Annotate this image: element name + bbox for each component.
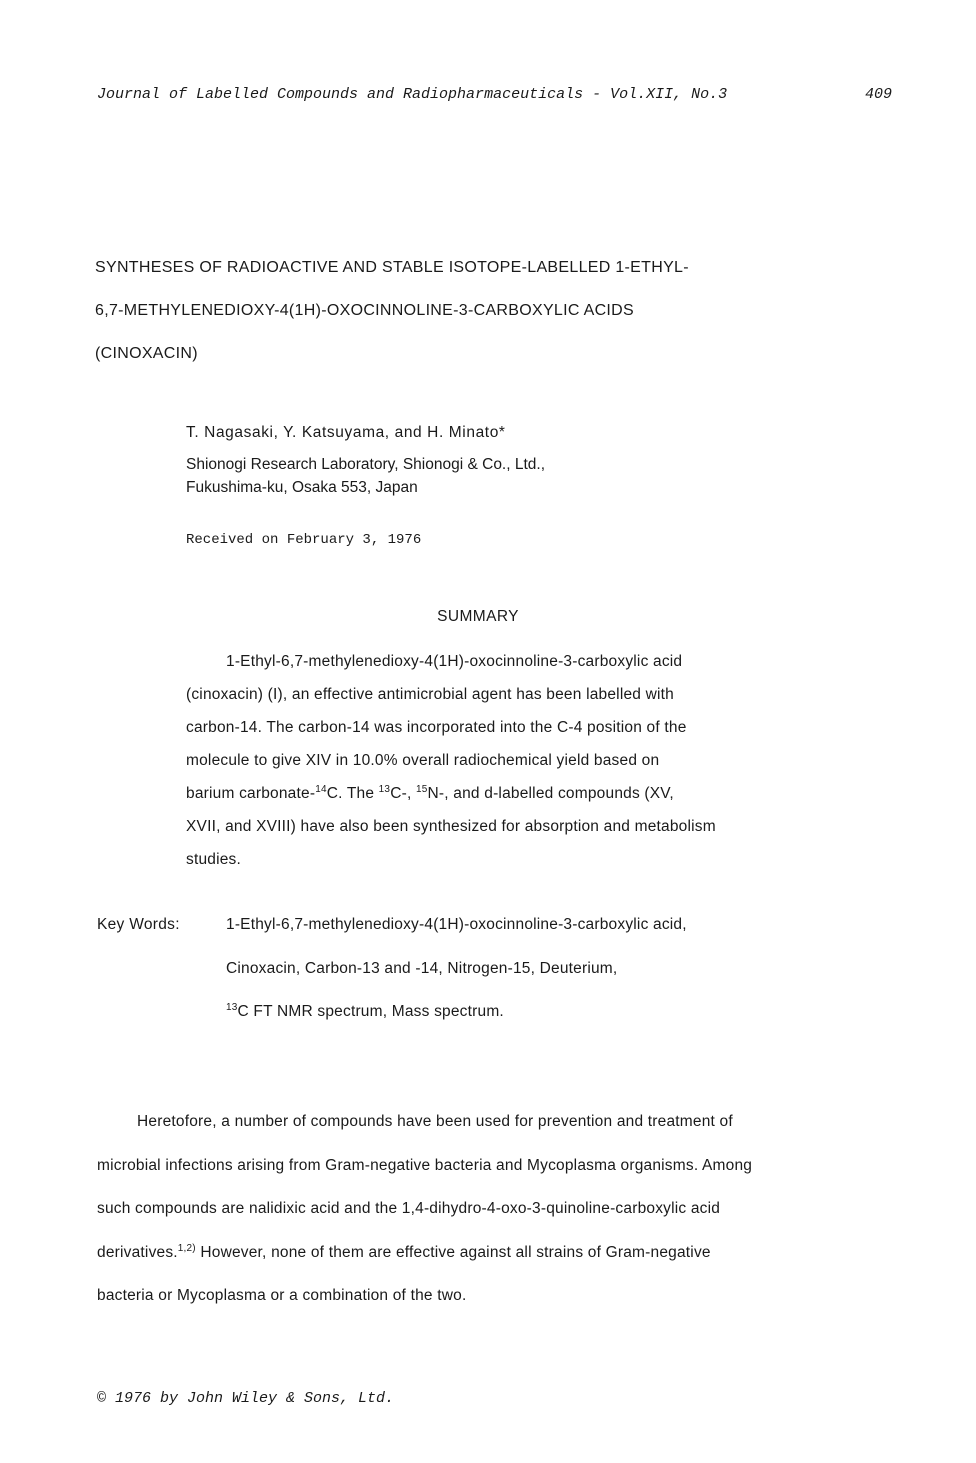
article-title-line-1: SYNTHESES OF RADIOACTIVE AND STABLE ISOTOPE-LABELLED 1-ETHYL- — [95, 259, 689, 276]
running-header — [97, 86, 892, 110]
summary-line: barium carbonate-$^{14}$C. The $^{13}$C-, $^{15}$N-, and d-labelled compounds (XV, — [186, 783, 674, 802]
body-line: microbial infections arising from Gram-negative bacteria and Mycoplasma organisms. Among — [97, 1157, 753, 1174]
article-title-line-3: (CINOXACIN) — [95, 345, 198, 362]
summary-line: (cinoxacin) (I), an effective antimicrobial agent has been labelled with — [186, 686, 674, 703]
keywords-label: Key Words: — [97, 916, 180, 933]
summary-line: studies. — [186, 851, 242, 868]
superscript: 14 — [315, 783, 327, 795]
summary-line: molecule to give XIV in 10.0% overall radiochemical yield based on — [186, 752, 660, 769]
copyright-footer: © 1976 by John Wiley & Sons, Ltd. — [97, 1390, 395, 1407]
body-line: bacteria or Mycoplasma or a combination of the two. — [97, 1287, 467, 1304]
affiliation-line-2: Fukushima-ku, Osaka 553, Japan — [186, 479, 418, 496]
summary-heading: SUMMARY — [437, 608, 519, 625]
superscript: 15 — [415, 783, 428, 795]
summary-line: carbon-14. The carbon-14 was incorporated into the C-4 position of the — [186, 719, 687, 736]
journal-title: Journal of Labelled Compounds and Radiopharmaceuticals - Vol.XII, No.3 — [97, 86, 728, 103]
reference-superscript: 1,2) — [177, 1242, 196, 1254]
summary-line: 1-Ethyl-6,7-methylenedioxy-4(1H)-oxocinnoline-3-carboxylic acid — [226, 653, 683, 670]
authors: T. Nagasaki, Y. Katsuyama, and H. Minato* — [186, 424, 506, 441]
affiliation-line-1: Shionogi Research Laboratory, Shionogi & Co., Ltd., — [186, 456, 546, 473]
keywords-line-2: Cinoxacin, Carbon-13 and -14, Nitrogen-15, Deuterium, — [226, 960, 618, 977]
body-line: Heretofore, a number of compounds have been used for prevention and treatment of — [137, 1113, 733, 1130]
article-title-line-2: 6,7-METHYLENEDIOXY-4(1H)-OXOCINNOLINE-3-CARBOXYLIC ACIDS — [95, 302, 634, 319]
keywords-line-1: 1-Ethyl-6,7-methylenedioxy-4(1H)-oxocinnoline-3-carboxylic acid, — [226, 916, 687, 933]
keywords-line-3: $^{13}$C FT NMR spectrum, Mass spectrum. — [226, 1001, 504, 1020]
body-line: such compounds are nalidixic acid and the 1,4-dihydro-4-oxo-3-quinoline-carboxylic acid — [97, 1200, 721, 1217]
summary-line: XVII, and XVIII) have also been synthesized for absorption and metabolism — [186, 818, 716, 835]
page-number: 409 — [864, 86, 892, 103]
superscript: 13 — [226, 1001, 238, 1013]
received-date: Received on February 3, 1976 — [186, 532, 422, 548]
body-line: derivatives.$^{1,2)}$ However, none of them are effective against all strains of Gram-negative — [97, 1242, 711, 1261]
superscript: 13 — [378, 783, 391, 795]
